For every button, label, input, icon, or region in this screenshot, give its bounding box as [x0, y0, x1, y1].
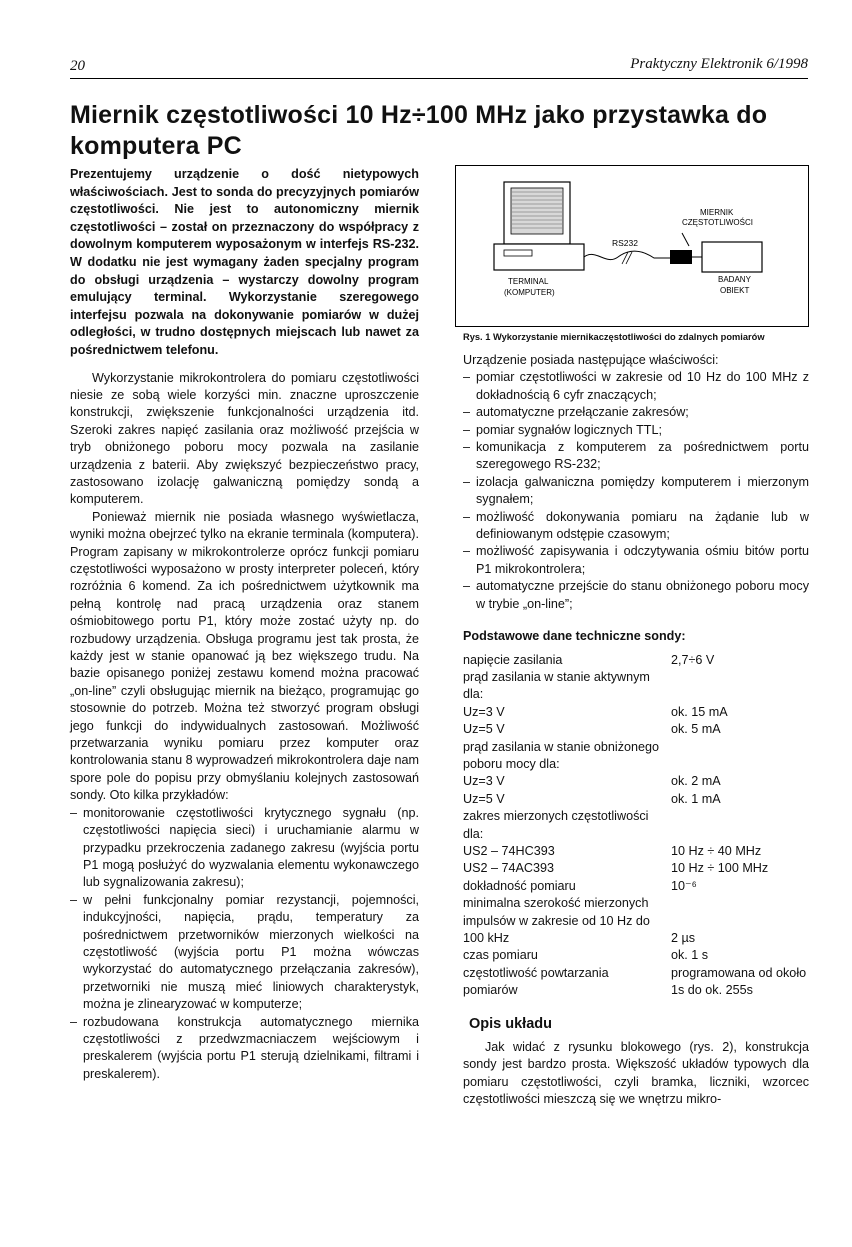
section-title: Opis układu [469, 1015, 552, 1032]
spec-label: napięcie zasilania [463, 652, 563, 667]
spec-label: czas pomiaru [463, 948, 538, 963]
computer-case-icon [494, 244, 584, 270]
spec-value: ok. 1 s [671, 948, 709, 963]
spec-value [671, 669, 809, 704]
spec-label: Uz=5 V [463, 722, 505, 737]
computer-label: (KOMPUTER) [504, 288, 555, 297]
tested-object-icon [702, 242, 762, 272]
spec-value: programowana od około 1s do ok. 255s [671, 965, 807, 998]
block-diagram [456, 166, 808, 326]
rs232-label: RS232 [612, 238, 638, 248]
examples-list [70, 805, 419, 1084]
spec-label: Uz=3 V [463, 704, 505, 719]
page-header [70, 56, 808, 79]
list-item: – możliwość zapisywania i odczytywania ośmiu bitów portu P1 mikrokontrolera; [463, 543, 809, 578]
spec-label: minimalna szerokość mierzonych impulsów w zakresie od 10 Hz do 100 kHz [463, 896, 650, 945]
list-item: – pomiar częstotliwości w zakresie od 10 Hz do 100 MHz z dokładnością 6 cyfr znaczących; [463, 369, 809, 404]
figure-caption: Rys. 1 Wykorzystanie miernikaczęstotliwości do zdalnych pomiarów [463, 332, 765, 342]
features-list [463, 369, 809, 613]
spec-value [671, 808, 809, 843]
rs232-cable [584, 251, 670, 260]
object-label: BADANY [718, 275, 751, 284]
body-paragraph: Jak widać z rysunku blokowego (rys. 2), konstrukcja sondy jest bardzo prosta. Większość układów typowych dla pomiaru częstotliwości, czyli bramka, liczniki, wzorcec częstotliwości mieszczą się we wnętrzu mikro- [463, 1040, 809, 1107]
spec-label: prąd zasilania w stanie obniżonego poboru mocy dla: [463, 739, 660, 771]
specs-table [463, 652, 809, 1000]
specs-heading: Podstawowe dane techniczne sondy: [463, 629, 686, 644]
figure-1 [455, 165, 809, 327]
features-intro: Urządzenie posiada następujące właściwości: [463, 353, 719, 367]
spec-value [671, 739, 809, 774]
disk-drive-icon [504, 250, 532, 256]
screen-icon [511, 188, 563, 234]
page-number: 20 [70, 58, 85, 74]
spec-value: ok. 5 mA [671, 722, 721, 737]
spec-value: 2,7÷6 V [671, 652, 715, 667]
list-item: – pomiar sygnałów logicznych TTL; [463, 422, 809, 439]
spec-label: US2 – 74HC393 [463, 843, 555, 858]
spec-label: dokładność pomiaru [463, 878, 576, 893]
spec-value: 10⁻⁶ [671, 878, 697, 893]
list-item: – możliwość dokonywania pomiaru na żądanie lub w definiowanym odstępie czasowym; [463, 509, 809, 544]
spec-label: US2 – 74AC393 [463, 861, 555, 876]
spec-value: 10 Hz ÷ 100 MHz [671, 861, 769, 876]
article-title: Miernik częstotliwości 10 Hz÷100 MHz jako przystawka do komputera PC [70, 101, 768, 160]
right-column [463, 352, 809, 1109]
journal-title: Praktyczny Elektronik 6/1998 [630, 56, 808, 72]
spec-label: Uz=3 V [463, 774, 505, 789]
object-label-2: OBIEKT [720, 286, 750, 295]
spec-value: 10 Hz ÷ 40 MHz [671, 843, 762, 858]
spec-value: 2 µs [671, 931, 696, 945]
spec-label: prąd zasilania w stanie aktywnym dla: [463, 669, 650, 702]
list-item: – komunikacja z komputerem za pośrednictwem portu szeregowego RS-232; [463, 439, 809, 474]
spec-value: ok. 15 mA [671, 704, 728, 719]
spec-value: ok. 1 mA [671, 791, 721, 806]
terminal-label: TERMINAL [508, 277, 549, 286]
list-item: – izolacja galwaniczna pomiędzy komputerem i mierzonym sygnałem; [463, 474, 809, 509]
list-item: – automatyczne przełączanie zakresów; [463, 404, 809, 421]
spec-value: ok. 2 mA [671, 774, 721, 789]
list-item: – w pełni funkcjonalny pomiar rezystancji, pojemności, indukcyjności, napięcia, prądu, temperatury za pośrednictwem przetworników mierzonych wielkości na częstotliwość (wyjścia portu P1 można wówczas wykorzystać do automatycznego przełączania zakresów), przetworniki nie muszą mieć liniowych charakterystyk, można je zlinearyzować w komputerze; [70, 892, 419, 1014]
list-item: – monitorowanie częstotliwości krytycznego sygnału (np. częstotliwości napięcia sieci) i uruchamianie alarmu w przypadku przekroczenia zadanego zakresu (wyjścia portu P1 mogą posłużyć do wyzwalania elementu wykonawczego lub sygnalizowania zakresu); [70, 805, 419, 892]
meter-label: MIERNIK [700, 208, 734, 217]
spec-label: częstotliwość powtarzania pomiarów [463, 965, 609, 998]
body-paragraph: Ponieważ miernik nie posiada własnego wyświetlacza, wyniki można obejrzeć tylko na ekranie terminala (komputera). Program zapisany w mikrokontrolerze oprócz funkcji pomiaru częstotliwości wyposażono w prosty interpreter poleceń, który rozróżnia 6 komend. Za ich pośrednictwem użytkownik ma pełną kontrolę nad pracą urządzenia oraz stanem ośmiobitowego portu P1, który może zostać użyty np. do rozbudowy urządzenia. Obsługa programu jest tak prosta, że każdy jest w stanie opanować ją bez większego trudu. Na bazie opisanego poniżej zestawu komend można pracować „on-line” czyli obsługując miernik na bieżąco, programując go stosownie do potrzeb. Można też stworzyć program obsługi jego funkcji do indywidualnych zastosowań. Możliwość przetwarzania wyniku pomiaru przez komputer oraz kontrolowania stanu 8 wyprowadzeń mikrokontrolera daje nam spore pole do popisu przy obmyślaniu kolejnych zastosowań sondy. Oto kilka przykładów: [70, 509, 419, 803]
body-paragraph: Wykorzystanie mikrokontrolera do pomiaru częstotliwości niesie ze sobą wiele korzyści min. znaczne uproszczenie konstrukcji, zwiększenie funkcjonalności urządzenia itd. Szeroki zakres napięć zasilania oraz możliwość przejścia w tryb obniżonego poboru mocy pozwala na zasilanie urządzenia z baterii. Aby zwiększyć bezpieczeństwo pracy, zastosowano izolację galwaniczną pomiędzy sondą a komputerem. [70, 370, 419, 507]
spec-label: Uz=5 V [463, 791, 505, 806]
frequency-meter-icon [670, 250, 692, 264]
left-column [70, 166, 419, 1083]
list-item: – automatyczne przejście do stanu obniżonego poboru mocy w trybie „on-line”; [463, 578, 809, 613]
list-item: – rozbudowana konstrukcja automatycznego miernika częstotliwości z przedwzmacniaczem wejściowym i preskalerem (wyjścia portu P1 sterują dzielnikami, filtrami i preskalerem). [70, 1014, 419, 1084]
lead-paragraph: Prezentujemy urządzenie o dość nietypowych właściwościach. Jest to sonda do precyzyjnych pomiarów częstotliwości. Nie jest to autonomiczny miernik częstotliwości – został on przeznaczony do współpracy z dowolnym komputerem wyposażonym w interfejs RS-232. W dodatku nie jest wymagany żaden specjalny program do obsługi urządzenia – wystarczy dowolny program emulujący terminal. Wykorzystanie szeregowego interfejsu pozwala na dokonywanie pomiarów w dużej odległości, w trudno dostępnych miejscach lub nawet za pośrednictwem telefonu. [70, 167, 419, 357]
meter-label-2: CZĘSTOTLIWOŚCI [682, 218, 753, 227]
spec-label: zakres mierzonych częstotliwości dla: [463, 809, 649, 841]
